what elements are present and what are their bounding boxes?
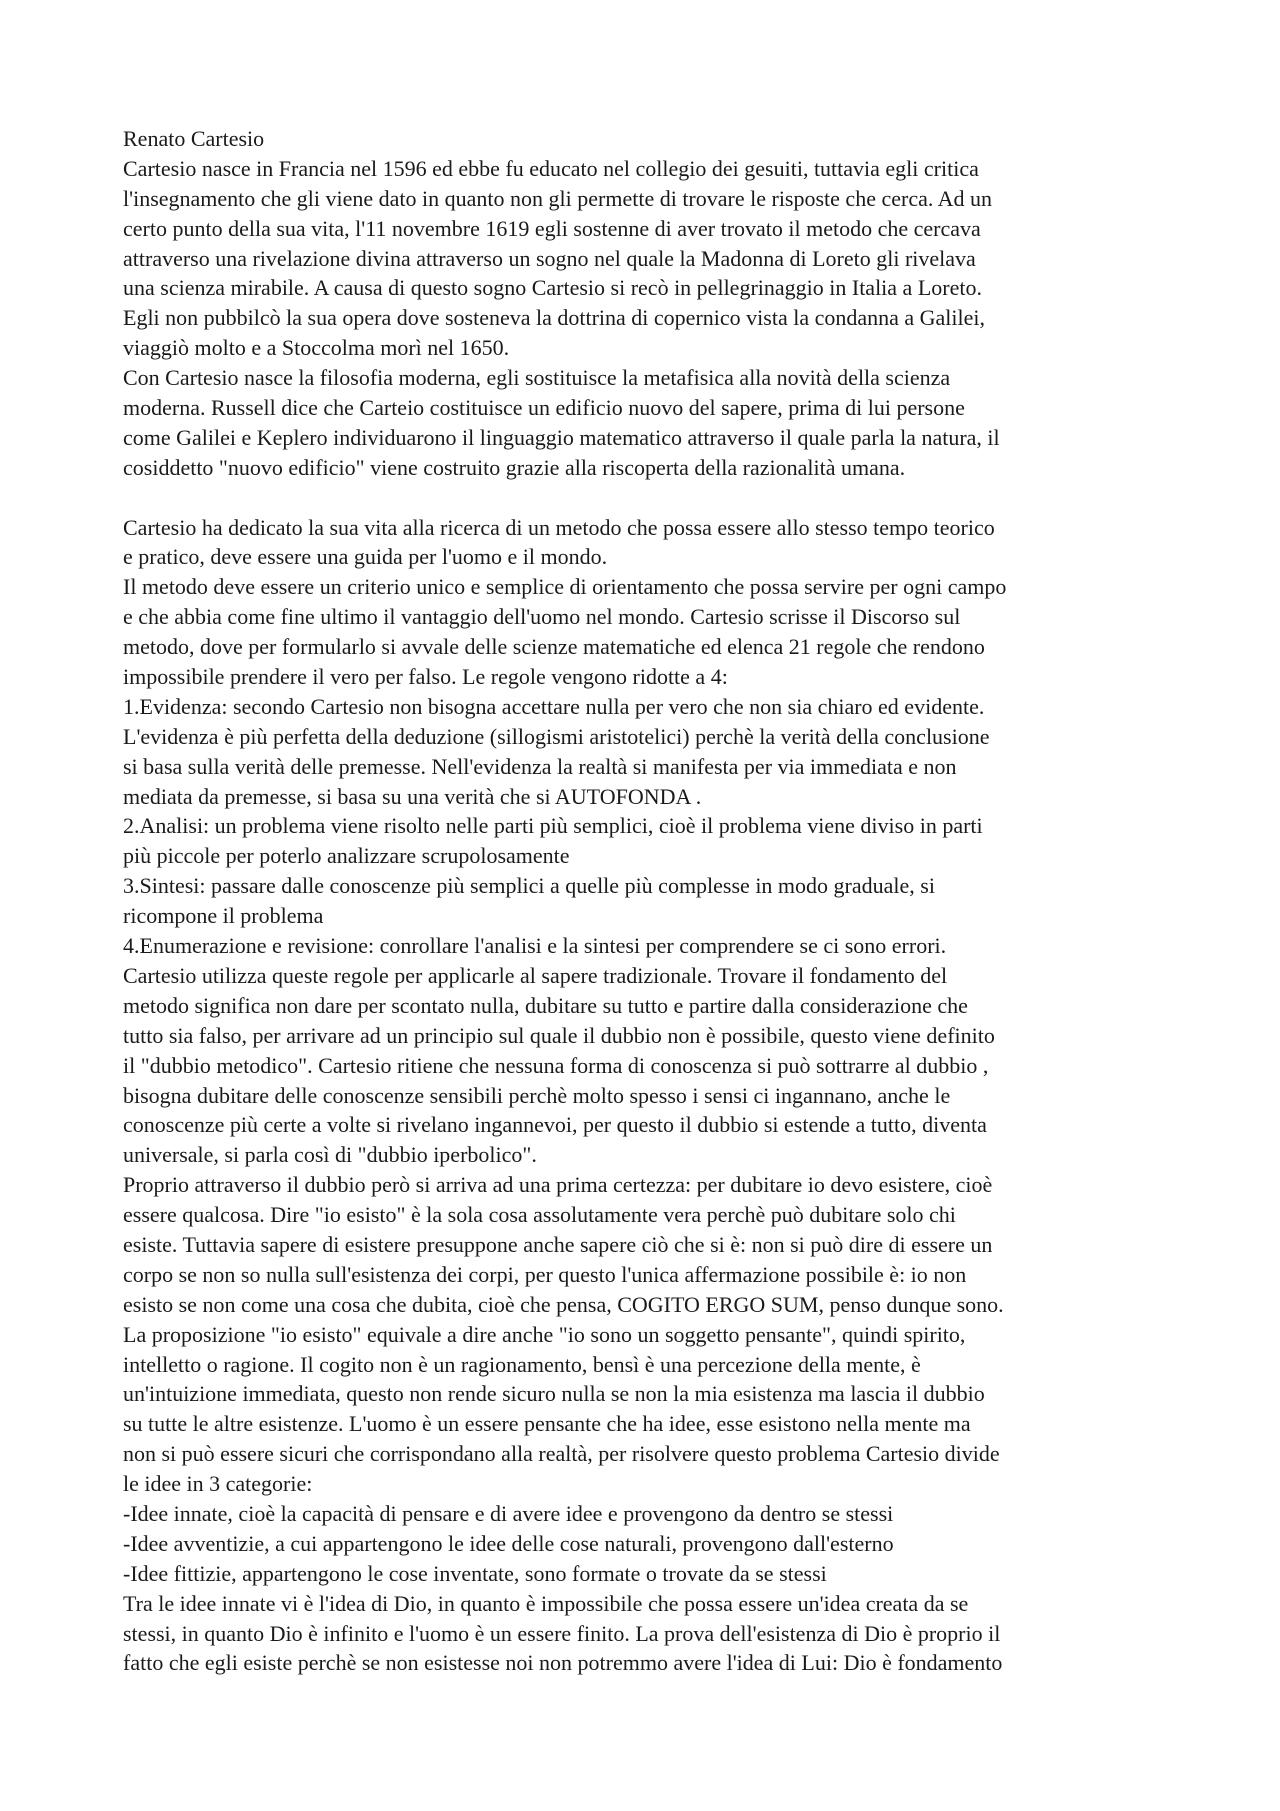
text-line: metodo significa non dare per scontato nulla, dubitare su tutto e partire dalla considerazione che bbox=[123, 992, 968, 1018]
text-line: stessi, in quanto Dio è infinito e l'uomo è un essere finito. La prova dell'esistenza di Dio è proprio il bbox=[123, 1620, 1001, 1646]
text-line: certo punto della sua vita, l'11 novembre 1619 egli sostenne di aver trovato il metodo che cercava bbox=[123, 215, 981, 241]
text-line: su tutte le altre esistenze. L'uomo è un essere pensante che ha idee, esse esistono nella mente ma bbox=[123, 1411, 971, 1437]
text-line: universale, si parla così di "dubbio iperbolico". bbox=[123, 1142, 537, 1168]
text-line: 4.Enumerazione e revisione: conrollare l'analisi e la sintesi per comprendere se ci sono errori. bbox=[123, 933, 947, 959]
text-line: Cartesio utilizza queste regole per applicarle al sapere tradizionale. Trovare il fondamento del bbox=[123, 962, 948, 988]
text-line: tutto sia falso, per arrivare ad un principio sul quale il dubbio non è possibile, questo viene definito bbox=[123, 1022, 995, 1048]
text-line: 1.Evidenza: secondo Cartesio non bisogna accettare nulla per vero che non sia chiaro ed evidente. bbox=[123, 693, 985, 719]
text-line: il "dubbio metodico". Cartesio ritiene che nessuna forma di conoscenza si può sottrarre al dubbio , bbox=[123, 1052, 989, 1078]
text-line: bisogna dubitare delle conoscenze sensibili perchè molto spesso i sensi ci ingannano, anche le bbox=[123, 1082, 951, 1108]
text-line: corpo se non so nulla sull'esistenza dei corpi, per questo l'unica affermazione possibile è: io non bbox=[123, 1261, 967, 1287]
text-line: -Idee fittizie, appartengono le cose inventate, sono formate o trovate da se stessi bbox=[123, 1560, 827, 1586]
text-line: l'insegnamento che gli viene dato in quanto non gli permette di trovare le risposte che cerca. Ad un bbox=[123, 185, 993, 211]
text-line: moderna. Russell dice che Carteio costituisce un edificio nuovo del sapere, prima di lui persone bbox=[123, 395, 965, 421]
text-line: esisto se non come una cosa che dubita, cioè che pensa, COGITO ERGO SUM, penso dunque sono. bbox=[123, 1291, 1004, 1317]
text-line: le idee in 3 categorie: bbox=[123, 1471, 313, 1497]
text-line: La proposizione "io esisto" equivale a dire anche "io sono un soggetto pensante", quindi spirito, bbox=[123, 1321, 966, 1347]
blank-line bbox=[123, 483, 1178, 513]
text-line: metodo, dove per formularlo si avvale delle scienze matematiche ed elenca 21 regole che rendono bbox=[123, 634, 985, 660]
text-line: Egli non pubbilcò la sua opera dove sosteneva la dottrina di copernico vista la condanna a Galilei, bbox=[123, 305, 986, 331]
text-line: un'intuizione immediata, questo non rende sicuro nulla se non la mia esistenza ma lascia il dubbio bbox=[123, 1381, 985, 1407]
text-line: non si può essere sicuri che corrispondano alla realtà, per risolvere questo problema Cartesio divide bbox=[123, 1441, 1000, 1467]
text-line: e che abbia come fine ultimo il vantaggio dell'uomo nel mondo. Cartesio scrisse il Discorso sul bbox=[123, 604, 961, 630]
text-line: e pratico, deve essere una guida per l'uomo e il mondo. bbox=[123, 544, 608, 570]
text-line: cosiddetto "nuovo edificio" viene costruito grazie alla riscoperta della razionalità umana. bbox=[123, 454, 906, 480]
text-line: attraverso una rivelazione divina attraverso un sogno nel quale la Madonna di Loreto gli rivelava bbox=[123, 245, 976, 271]
text-line: 2.Analisi: un problema viene risolto nelle parti più semplici, cioè il problema viene diviso in parti bbox=[123, 813, 983, 839]
text-line: -Idee innate, cioè la capacità di pensare e di avere idee e provengono da dentro se stessi bbox=[123, 1500, 894, 1526]
text-line: Tra le idee innate vi è l'idea di Dio, in quanto è impossibile che possa essere un'idea creata da se bbox=[123, 1590, 969, 1616]
text-line: Con Cartesio nasce la filosofia moderna, egli sostituisce la metafisica alla novità della scienza bbox=[123, 365, 951, 391]
text-line: come Galilei e Keplero individuarono il linguaggio matematico attraverso il quale parla la natura, il bbox=[123, 424, 1000, 450]
text-line: 3.Sintesi: passare dalle conoscenze più semplici a quelle più complesse in modo graduale, si bbox=[123, 873, 935, 899]
text-line: conoscenze più certe a volte si rivelano ingannevoi, per questo il dubbio si estende a tutto, diventa bbox=[123, 1112, 987, 1138]
text-line: impossibile prendere il vero per falso. Le regole vengono ridotte a 4: bbox=[123, 664, 728, 690]
text-line: Cartesio nasce in Francia nel 1596 ed ebbe fu educato nel collegio dei gesuiti, tuttavia egli critica bbox=[123, 155, 979, 181]
text-line: Cartesio ha dedicato la sua vita alla ricerca di un metodo che possa essere allo stesso tempo teorico bbox=[123, 514, 995, 540]
text-line: più piccole per poterlo analizzare scrupolosamente bbox=[123, 843, 570, 869]
text-line: esiste. Tuttavia sapere di esistere presuppone anche sapere ciò che si è: non si può dire di essere un bbox=[123, 1231, 993, 1257]
text-line: Proprio attraverso il dubbio però si arriva ad una prima certezza: per dubitare io devo esistere, cioè bbox=[123, 1172, 993, 1198]
text-line: intelletto o ragione. Il cogito non è un ragionamento, bensì è una percezione della mente, è bbox=[123, 1351, 921, 1377]
text-line: viaggiò molto e a Stoccolma morì nel 1650. bbox=[123, 335, 510, 361]
text-line: essere qualcosa. Dire "io esisto" è la sola cosa assolutamente vera perchè può dubitare solo chi bbox=[123, 1202, 956, 1228]
text-line: si basa sulla verità delle premesse. Nell'evidenza la realtà si manifesta per via immediata e non bbox=[123, 753, 957, 779]
text-line: Il metodo deve essere un criterio unico e semplice di orientamento che possa servire per ogni campo bbox=[123, 574, 1007, 600]
text-line: L'evidenza è più perfetta della deduzione (sillogismi aristotelici) perchè la verità della conclusione bbox=[123, 723, 990, 749]
text-line: una scienza mirabile. A causa di questo sogno Cartesio si recò in pellegrinaggio in Italia a Loreto. bbox=[123, 275, 982, 301]
text-line: ricompone il problema bbox=[123, 903, 324, 929]
text-line: -Idee avventizie, a cui appartengono le idee delle cose naturali, provengono dall'esterno bbox=[123, 1530, 894, 1556]
text-line: mediata da premesse, si basa su una verità che si AUTOFONDA . bbox=[123, 783, 702, 809]
document-title: Renato Cartesio bbox=[123, 126, 265, 151]
document-body bbox=[123, 124, 1178, 1678]
text-line: fatto che egli esiste perchè se non esistesse noi non potremmo avere l'idea di Lui: Dio è fondamento bbox=[123, 1650, 1003, 1676]
